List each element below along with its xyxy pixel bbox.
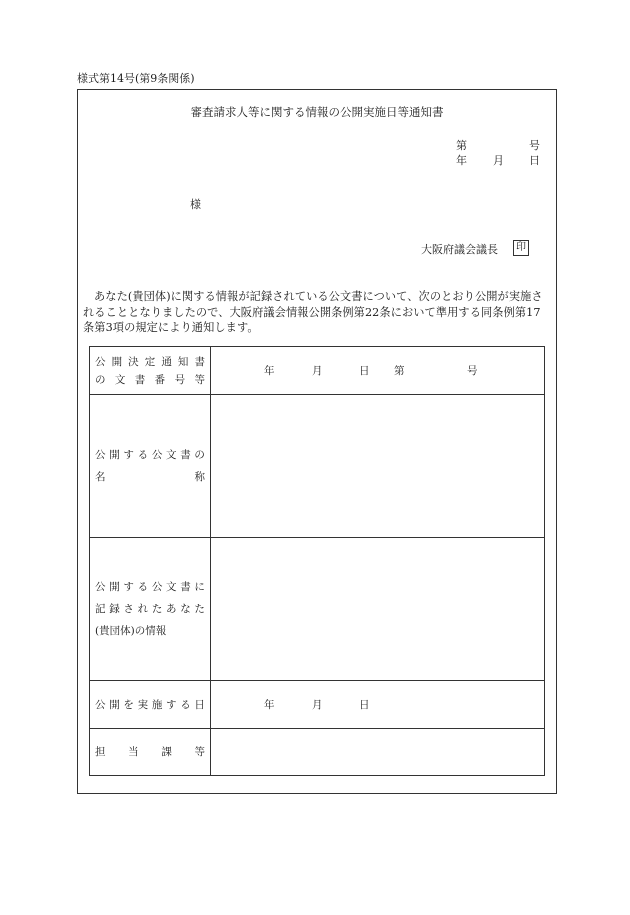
document-frame bbox=[77, 89, 557, 794]
number-dai: 第 bbox=[456, 139, 467, 152]
issuer-name: 大阪府議会議長 bbox=[421, 243, 498, 256]
value-decision-number[interactable] bbox=[211, 347, 545, 395]
cell-month: 月 bbox=[312, 365, 323, 377]
label-line: 記 録 さ れ た あ な た bbox=[95, 603, 205, 615]
label-recorded-information bbox=[90, 538, 211, 681]
label-responsible-section bbox=[90, 729, 211, 776]
label-line: 公 開 す る 公 文 書 の bbox=[95, 449, 205, 461]
seal-mark: 印 bbox=[513, 240, 529, 256]
label-line: の 文 書 番 号 等 bbox=[95, 373, 205, 386]
label-line: 名 称 bbox=[95, 471, 205, 483]
cell-month: 月 bbox=[312, 699, 323, 711]
date-year: 年 bbox=[456, 154, 467, 167]
value-document-name[interactable] bbox=[211, 395, 545, 538]
value-recorded-information[interactable] bbox=[211, 538, 545, 681]
cell-dai: 第 bbox=[394, 365, 405, 377]
cell-day: 日 bbox=[359, 699, 370, 711]
form-number-label: 様式第14号(第9条関係) bbox=[77, 72, 195, 85]
table-row bbox=[90, 395, 545, 538]
table-row bbox=[90, 347, 545, 395]
cell-go: 号 bbox=[467, 365, 478, 377]
label-line: 公 開 決 定 通 知 書 bbox=[95, 355, 205, 368]
value-responsible-section[interactable] bbox=[211, 729, 545, 776]
table-row bbox=[90, 538, 545, 681]
addressee-suffix: 様 bbox=[190, 198, 201, 211]
label-line: 公 開 を 実 施 す る 日 bbox=[95, 698, 205, 711]
cell-day: 日 bbox=[359, 365, 370, 377]
label-line: (貴団体)の情報 bbox=[95, 625, 167, 637]
label-line: 公 開 す る 公 文 書 に bbox=[95, 581, 205, 593]
cell-year: 年 bbox=[264, 699, 275, 711]
document-title: 審査請求人等に関する情報の公開実施日等通知書 bbox=[190, 105, 444, 119]
value-disclosure-date[interactable] bbox=[211, 681, 545, 729]
notice-body-text: あなた(貴団体)に関する情報が記録されている公文書について、次のとおり公開が実施されることとなりましたので、大阪府議会情報公開条例第22条において準用する同条例第17条第3項の規定により通知します。 bbox=[83, 290, 543, 334]
label-disclosure-date bbox=[90, 681, 211, 729]
date-month: 月 bbox=[493, 154, 504, 167]
number-go: 号 bbox=[529, 139, 540, 152]
label-line: 担 当 課 等 bbox=[95, 746, 205, 758]
date-day: 日 bbox=[529, 154, 540, 167]
label-decision-number bbox=[90, 347, 211, 395]
table-row bbox=[90, 681, 545, 729]
cell-year: 年 bbox=[264, 365, 275, 377]
label-document-name bbox=[90, 395, 211, 538]
table-row bbox=[90, 729, 545, 776]
notice-table bbox=[89, 346, 545, 776]
